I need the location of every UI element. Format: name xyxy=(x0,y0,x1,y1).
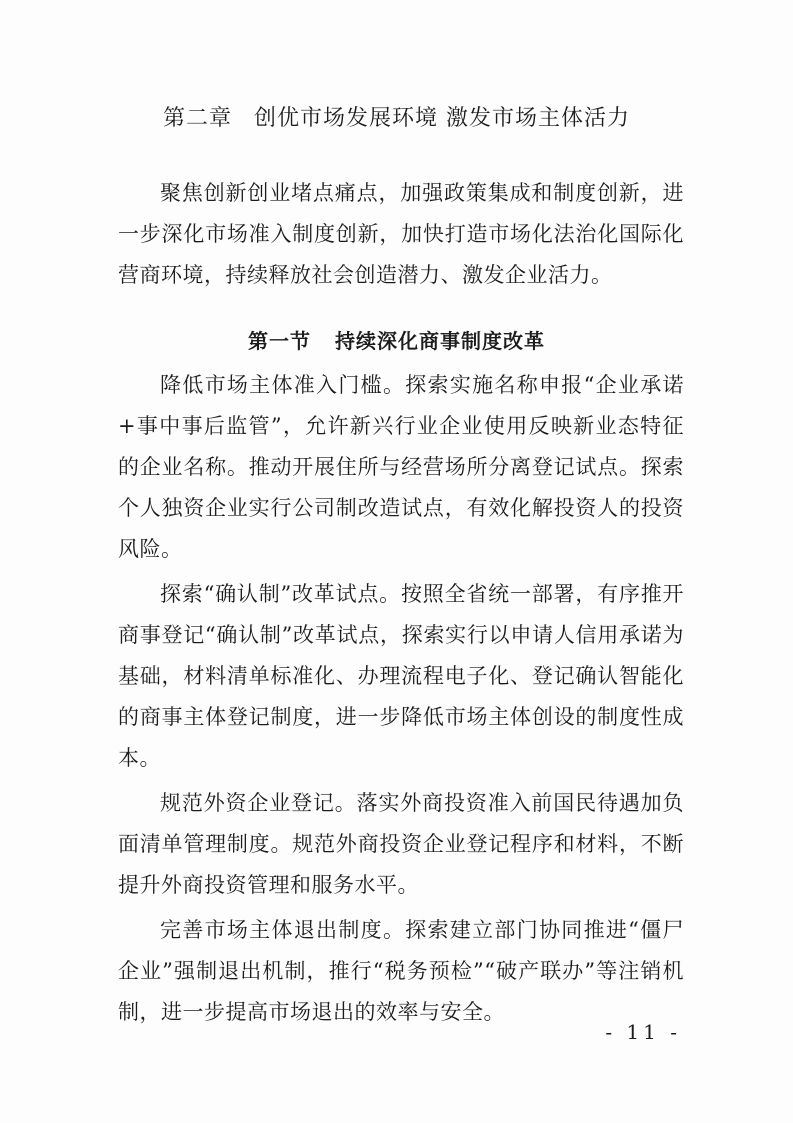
chapter-title xyxy=(0,104,793,134)
section-title xyxy=(0,326,793,356)
paragraph-exit-system: 完善市场主体退出制度。探索建立部门协同推进“僵尸企业”强制退出机制，推行“税务预检”“破产联办”等注销机制，进一步提高市场退出的效率与安全。 xyxy=(118,918,684,1024)
chapter-title-text: 创优市场发展环境 激发市场主体活力 xyxy=(254,106,630,131)
chapter-number: 第二章 xyxy=(162,106,232,131)
paragraph-foreign-registration: 规范外资企业登记。落实外商投资准入前国民待遇加负面清单管理制度。规范外商投资企业登记程序和材料，不断提升外商投资管理和服务水平。 xyxy=(118,791,684,897)
page-number: - 11 - xyxy=(605,1020,681,1044)
chapter-intro xyxy=(118,173,684,300)
section-body xyxy=(118,365,684,1037)
section-number: 第一节 xyxy=(248,329,311,353)
section-title-text: 持续深化商事制度改革 xyxy=(335,329,545,353)
intro-paragraph: 聚焦创新创业堵点痛点，加强政策集成和制度创新，进一步深化市场准入制度创新，加快打造市场化法治化国际化营商环境，持续释放社会创造潜力、激发企业活力。 xyxy=(118,181,684,287)
paragraph-entry-threshold: 降低市场主体准入门槛。探索实施名称申报“企业承诺+事中事后监管”，允许新兴行业企业使用反映新业态特征的企业名称。推动开展住所与经营场所分离登记试点。探索个人独资企业实行公司制改造试点，有效化解投资人的投资风险。 xyxy=(118,373,684,561)
paragraph-confirmation-system: 探索“确认制”改革试点。按照全省统一部署，有序推开商事登记“确认制”改革试点，探索实行以申请人信用承诺为基础，材料清单标准化、办理流程电子化、登记确认智能化的商事主体登记制度，进一步降低市场主体创设的制度性成本。 xyxy=(118,582,684,770)
